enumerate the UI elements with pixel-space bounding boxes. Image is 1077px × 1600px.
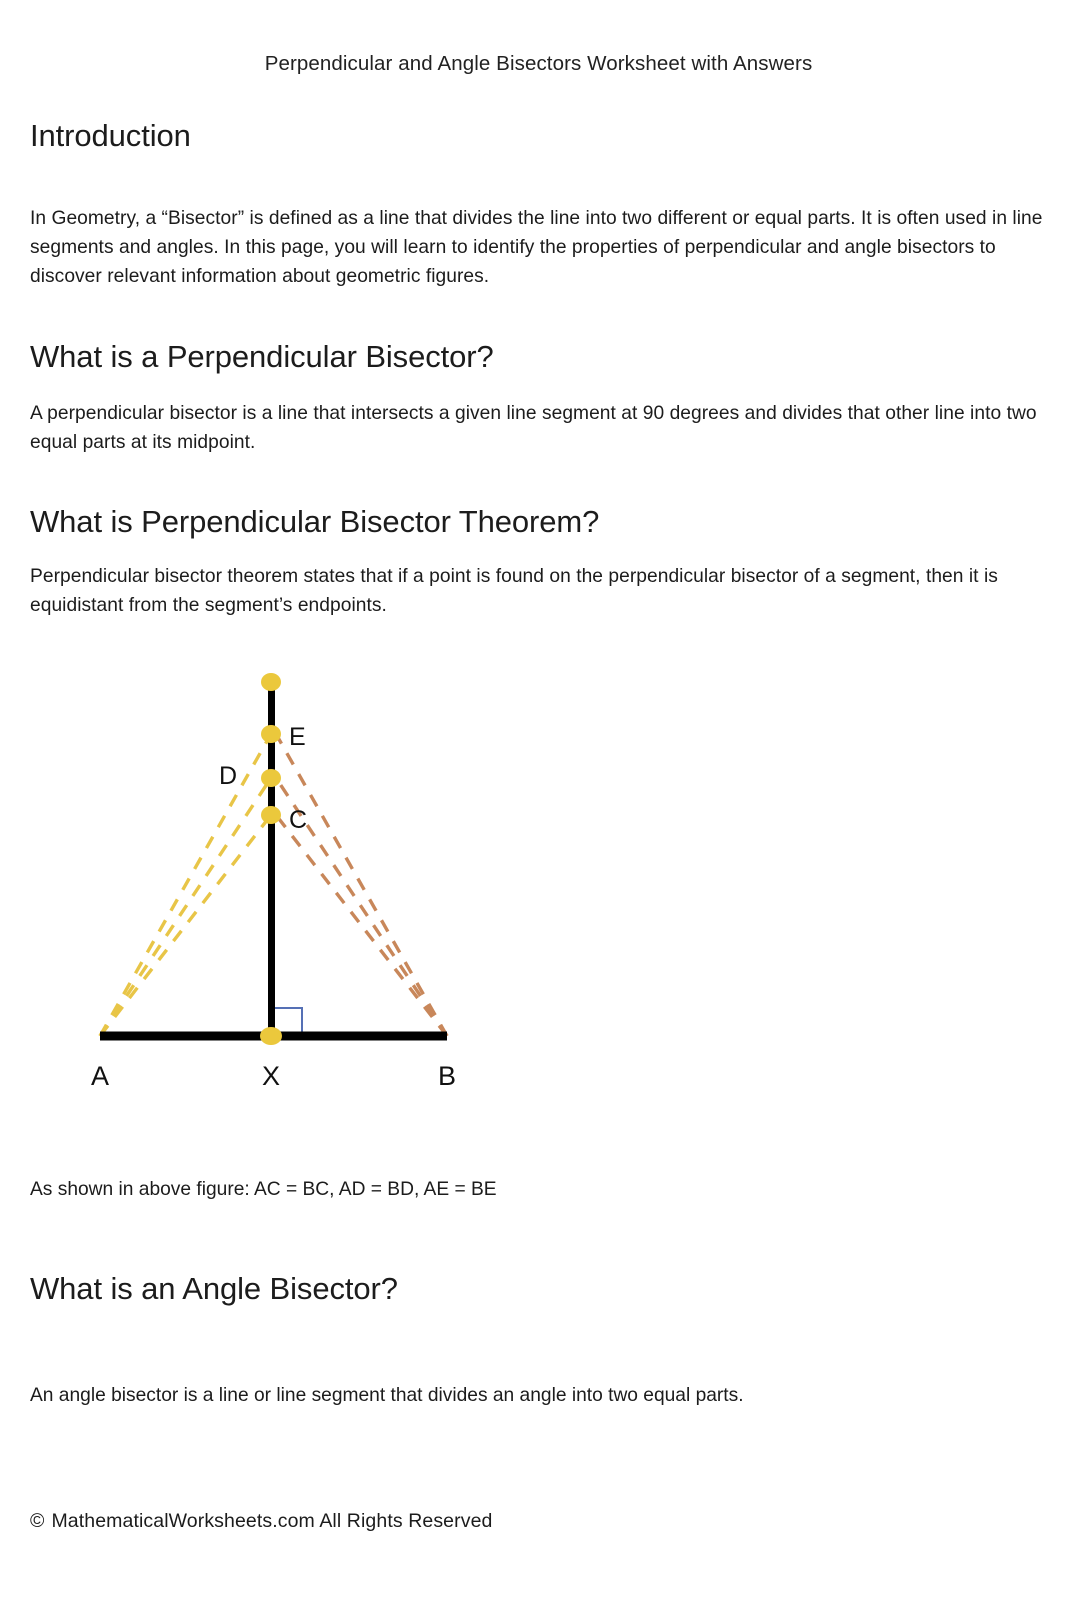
figure-caption: As shown in above figure: AC = BC, AD = BD, AE = BE: [30, 1179, 497, 1200]
footer-text: MathematicalWorksheets.com All Rights Reserved: [51, 1510, 493, 1532]
figure-label-X: X: [261, 1061, 281, 1091]
paragraph-angle-bisector: An angle bisector is a line or line segment that divides an angle into two equal parts.: [30, 1385, 744, 1406]
spacer: [30, 540, 1050, 562]
point-D: [261, 769, 281, 787]
spacer: [30, 154, 1050, 204]
main-content: [30, 118, 1050, 620]
paragraph-introduction: In Geometry, a “Bisector” is defined as a line that divides the line into two different or equal parts. It is often used in line segments and angles. In this page, you will learn to identify the properties of perpendicular and angle bisectors to discover relevant information about geometric figures.: [30, 207, 1043, 288]
figure-label-E: E: [289, 723, 306, 751]
dashed-segment-BC: [276, 815, 447, 1036]
section-heading-what-is-perpendicular-bisector: What is a Perpendicular Bisector?: [30, 339, 494, 375]
dashed-rays-right: [276, 734, 447, 1036]
section-heading-introduction: Introduction: [30, 118, 191, 153]
figure-label-C: C: [289, 806, 308, 834]
section-heading-what-is-angle-bisector: What is an Angle Bisector?: [30, 1271, 398, 1306]
perpendicular-bisector-figure: [30, 668, 590, 1098]
figure-label-A: A: [90, 1061, 110, 1091]
document-header-title: Perpendicular and Angle Bisectors Worksheet with Answers: [264, 52, 813, 75]
paragraph-perpendicular-bisector-theorem: Perpendicular bisector theorem states that if a point is found on the perpendicular bisector of a segment, then it is equidistant from the segment’s endpoints.: [30, 565, 998, 617]
point-top: [261, 673, 281, 691]
figure-label-D: D: [218, 762, 237, 790]
footer: [30, 1510, 492, 1533]
paragraph-perpendicular-bisector: A perpendicular bisector is a line that intersects a given line segment at 90 degrees and divides that other line into two equal parts at its midpoint.: [30, 402, 1037, 454]
point-X: [260, 1027, 282, 1045]
figure-label-B: B: [437, 1061, 457, 1091]
section-heading-perpendicular-bisector-theorem: What is Perpendicular Bisector Theorem?: [30, 504, 600, 540]
dashed-segment-AD: [100, 778, 271, 1036]
dashed-segment-AE: [100, 734, 271, 1036]
dashed-rays-left: [100, 734, 271, 1036]
perpendicular-bisector-svg: [30, 668, 590, 1098]
point-C: [261, 806, 281, 824]
dashed-segment-BE: [276, 734, 447, 1036]
point-E: [261, 725, 281, 743]
spacer: [30, 457, 1050, 504]
dashed-segment-AC: [100, 815, 271, 1036]
copyright-icon: ©: [30, 1510, 45, 1532]
spacer: [30, 375, 1050, 399]
spacer: [30, 291, 1050, 339]
